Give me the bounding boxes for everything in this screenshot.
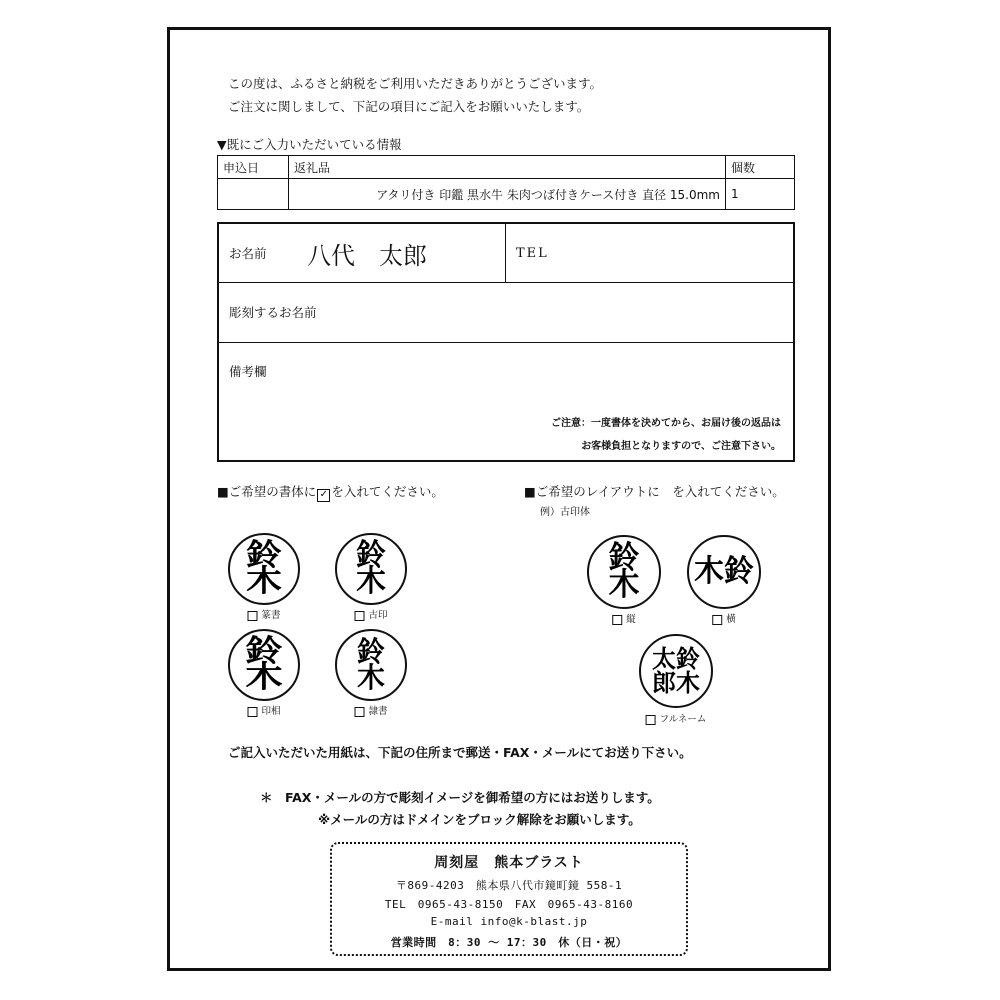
caption-text: 横 — [726, 614, 736, 625]
customer-form — [217, 222, 795, 462]
cell-item: アタリ付き 印鑑 黒水牛 朱肉つば付きケース付き 直径 15.0mm — [289, 179, 726, 210]
seal-caption-reisho[interactable] — [354, 703, 387, 717]
caption-text: 隷書 — [368, 706, 388, 717]
caption-text: 古印 — [368, 610, 388, 621]
engrave-label: 彫刻するお名前 — [229, 305, 317, 320]
seal-char: 木 — [694, 554, 724, 589]
seal-char: 鈴 — [356, 635, 385, 668]
checkbox-icon[interactable] — [612, 615, 622, 625]
tel-label: TEL — [516, 246, 549, 261]
font-heading-post: を入れてください。 — [331, 484, 444, 499]
seal-char: 鈴 — [724, 554, 754, 589]
name-value[interactable]: 八代 太郎 — [307, 242, 427, 270]
name-label: お名前 — [229, 246, 267, 261]
checkbox-icon[interactable] — [712, 615, 722, 625]
intro-line-1: この度は、ふるさと納税をご利用いただきありがとうございます。 — [228, 76, 603, 91]
cell-qty: 1 — [726, 179, 795, 210]
header-qty: 個数 — [726, 156, 795, 179]
caption-text: 印相 — [261, 706, 281, 717]
caption-text: フルネーム — [659, 714, 707, 725]
seal-char: 鈴 — [676, 645, 700, 673]
existing-info-title: ▼既にご入力いただいている情報 — [217, 137, 402, 152]
checkbox-icon[interactable] — [247, 611, 257, 621]
seal-char: 木 — [608, 567, 640, 603]
seal-char: 鈴 — [246, 538, 282, 573]
shop-phone: TEL 0965-43-8150 FAX 0965-43-8160 — [384, 898, 634, 911]
checkbox-icon[interactable] — [354, 707, 364, 717]
send-note: ご記入いただいた用紙は、下記の住所まで郵送・FAX・メールにてお送り下さい。 — [228, 745, 692, 760]
checkbox-icon[interactable] — [247, 707, 257, 717]
seal-char: 木 — [356, 661, 385, 694]
font-heading-pre: ■ご希望の書体に — [217, 484, 317, 499]
font-choice-heading — [217, 482, 444, 502]
seal-char: 木 — [245, 660, 283, 695]
shop-email[interactable]: E-mail info@k-blast.jp — [430, 915, 588, 928]
caption-text: 縦 — [626, 614, 636, 625]
seal-tensho — [228, 533, 300, 605]
seal-caption-fullname[interactable] — [646, 711, 707, 725]
seal-char: 鈴 — [245, 634, 283, 669]
caption-text: 篆書 — [261, 610, 281, 621]
seal-inso — [228, 629, 300, 701]
seal-reisho — [335, 629, 407, 701]
caution-note-1: ご注意：一度書体を決めてから、お届け後の返品は — [551, 418, 781, 429]
seal-caption-vertical[interactable] — [612, 611, 636, 625]
remarks-row — [219, 342, 793, 460]
shop-name: 周刻屋 熊本ブラスト — [434, 855, 584, 871]
intro-line-2: ご注文に関しまして、下記の項目にご記入をお願いいたします。 — [228, 99, 590, 114]
remarks-label: 備考欄 — [229, 364, 267, 379]
shop-address-box — [330, 842, 688, 956]
layout-example: 例）古印体 — [540, 507, 590, 518]
seal-caption-koin[interactable] — [354, 607, 387, 621]
seal-caption-inso[interactable] — [247, 703, 280, 717]
cell-date — [218, 179, 289, 210]
seal-char: 木 — [356, 564, 386, 599]
fax-note: ＊ FAX・メールの方で彫刻イメージを御希望の方にはお送りします。 — [260, 790, 660, 805]
seal-layout-fullname — [639, 634, 713, 708]
seal-caption-horizontal[interactable] — [712, 611, 736, 625]
order-form-sheet — [167, 27, 831, 971]
shop-hours: 営業時間 8：30 〜 17：30 休（日・祝） — [390, 936, 628, 949]
header-date: 申込日 — [218, 156, 289, 179]
check-icon: ✓ — [317, 489, 330, 502]
engrave-row — [219, 282, 793, 343]
seal-char: 郎 — [652, 669, 676, 697]
seal-koin — [335, 533, 407, 605]
mail-note: ※メールの方はドメインをブロック解除をお願いします。 — [318, 812, 641, 827]
checkbox-icon[interactable] — [354, 611, 364, 621]
name-row — [219, 224, 793, 283]
name-tel-divider — [505, 224, 506, 282]
caution-note-2: お客様負担となりますので、ご注意下さい。 — [581, 441, 781, 452]
layout-choice-heading: ■ご希望のレイアウトに を入れてください。 — [524, 484, 785, 499]
seal-layout-horizontal — [687, 535, 761, 609]
shop-address: 〒869-4203 熊本県八代市鏡町鏡 558-1 — [395, 879, 623, 892]
seal-caption-tensho[interactable] — [247, 607, 280, 621]
checkbox-icon[interactable] — [646, 715, 656, 725]
seal-char: 木 — [246, 564, 282, 599]
order-table — [217, 155, 795, 210]
seal-char: 木 — [676, 669, 700, 697]
seal-char: 鈴 — [356, 538, 386, 573]
header-item: 返礼品 — [289, 156, 726, 179]
seal-char: 鈴 — [608, 540, 640, 576]
seal-char: 太 — [652, 645, 676, 673]
seal-layout-vertical — [587, 535, 661, 609]
